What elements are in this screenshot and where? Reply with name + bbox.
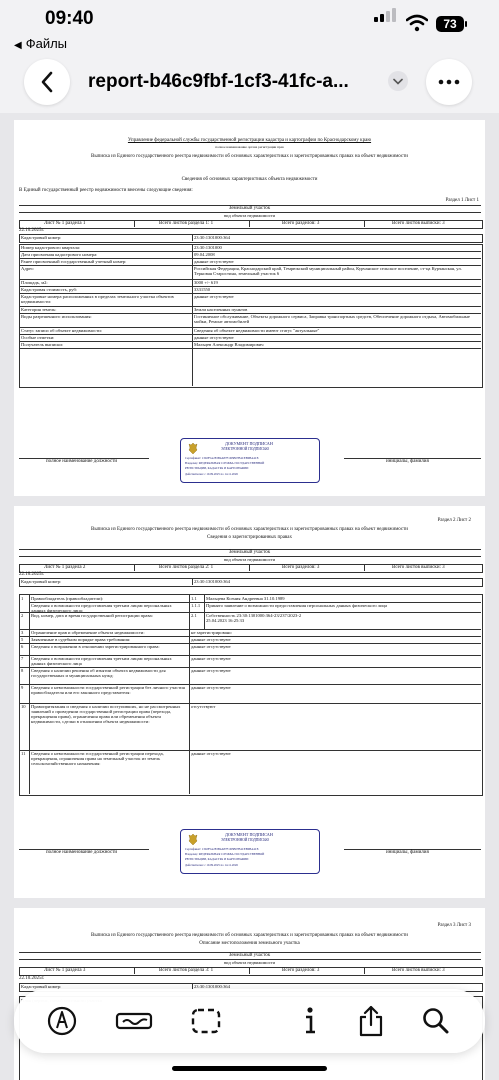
pdf-page-2 xyxy=(14,506,485,898)
cadastral-value: 23:30:1301000:364 xyxy=(194,579,230,584)
signature-position-label: полное наименование должности xyxy=(46,850,118,855)
electronic-signature-stamp xyxy=(180,438,320,483)
p1-row-label: Номер кадастрового квартала: xyxy=(21,245,81,250)
p2-row-number: 9 xyxy=(21,685,24,690)
coat-of-arms-icon xyxy=(188,442,198,455)
p1-row-label: Статус записи об объекте недвижимости: xyxy=(21,328,102,333)
section-title: Сведения о зарегистрированных правах xyxy=(207,535,292,540)
p2-row-value: данные отсутствуют xyxy=(191,637,231,642)
p2-row-label: Сведения о возможности предоставления третьим лицам персональных данных физического лица xyxy=(31,656,172,666)
object-type-sub: вид объекта недвижимости xyxy=(224,960,275,965)
title-menu-button[interactable] xyxy=(388,71,408,91)
extract-date: 22.10.2025г. xyxy=(19,228,45,233)
stamp-subtitle: ЭЛЕКТРОННОЙ ПОДПИСЬЮ xyxy=(221,838,270,842)
highlight-icon xyxy=(115,1008,153,1034)
battery-icon: 73 xyxy=(436,16,464,32)
p2-row-value: данные отсутствуют xyxy=(191,656,231,661)
extract-title: Выписка из Единого государственного реестра недвижимости об основных характеристиках и зарегистрированных правах на объект недвижимости xyxy=(90,154,408,159)
p1-row-label: Особые отметки: xyxy=(21,335,55,340)
p1-row-value: Земли населенных пунктов xyxy=(194,307,248,312)
wifi-icon xyxy=(406,14,428,32)
section-ref: Раздел 1 Лист 1 xyxy=(445,198,479,203)
p1-row-value: данные отсутствуют xyxy=(194,294,234,299)
stamp-line: Владелец: ФЕДЕРАЛЬНАЯ СЛУЖБА ГОСУДАРСТВЕННОЙ xyxy=(185,852,265,856)
sheets-total: Всего листов выписки: 3 xyxy=(392,565,445,570)
p2-row-value: Собственность 23:30:1301000:364-23/237/2023-2 25.04.2023 16:25:33 xyxy=(206,613,302,623)
highlight-button[interactable] xyxy=(112,999,156,1043)
p1-row-value: 3000 +/- 619 xyxy=(194,280,218,285)
stamp-line: Действителен: с 10.09.2025 по 14.11.2026 xyxy=(185,472,238,476)
p1-row-label: Виды разрешенного использования: xyxy=(21,314,92,319)
markup-button[interactable] xyxy=(40,999,84,1043)
stamp-title: ДОКУМЕНТ ПОДПИСАН xyxy=(225,441,273,446)
p1-row-label: Категория земель: xyxy=(21,307,57,312)
markup-icon xyxy=(47,1006,77,1036)
p2-row-sub: 2.1 xyxy=(191,613,197,618)
section-ref: Раздел 3 Лист 3 xyxy=(437,923,471,928)
p2-row-label: Сведения о наличии решения об изъятии объекта недвижимости для государственных и муниципальных нужд: xyxy=(31,668,166,678)
p1-row-value: данные отсутствуют xyxy=(194,259,234,264)
share-icon xyxy=(358,1005,384,1037)
info-button[interactable] xyxy=(288,999,332,1043)
more-icon xyxy=(438,79,460,85)
p1-row-label: Площадь, м2: xyxy=(21,280,48,285)
extract-title: Выписка из Единого государственного реестра недвижимости об основных характеристиках и зарегистрированных правах на объект недвижимости xyxy=(90,527,408,532)
selection-button[interactable] xyxy=(184,999,228,1043)
stamp-line: Сертификат: 1302F5A2F2B4A87F1D5B07B4CEB0BA4C8 xyxy=(185,456,259,460)
pdf-viewer[interactable] xyxy=(0,113,499,1080)
p2-row-number: 8 xyxy=(21,668,24,673)
p1-row-value: 23:30:1301000:364 xyxy=(194,235,230,240)
back-button[interactable] xyxy=(24,59,70,105)
extract-date: 22.10.2025г. xyxy=(19,572,45,577)
bottom-toolbar xyxy=(14,989,485,1053)
p2-row-number: 3 xyxy=(21,630,24,635)
p2-row-number: 5 xyxy=(21,637,24,642)
p2-row-value: не зарегистрировано xyxy=(191,630,232,635)
p2-row-label: Вид, номер, дата и время государственной регистрации права: xyxy=(31,613,153,618)
sheets-total: Всего листов выписки: 3 xyxy=(392,968,445,973)
chevron-left-icon xyxy=(40,71,54,93)
status-time: 09:40 xyxy=(45,8,94,29)
sheets-in-section: Всего листов раздела 3: 1 xyxy=(159,968,214,973)
p1-row-value: Российская Федерация, Краснодарский край, Темрюкский муниципальный район, Курчанское сельское поселение, ст-ца Курчанская, ул. Терновая Старостина, земельный участок 6 xyxy=(194,266,462,276)
p2-row-label: Сведения о возможности предоставления третьим лицам персональных данных физического лица: xyxy=(31,603,172,613)
battery-cap xyxy=(465,21,467,27)
sheets-in-section: Всего листов раздела 1: 1 xyxy=(159,221,214,226)
more-button[interactable] xyxy=(426,59,472,105)
cadastral-value: 23:30:1301000:364 xyxy=(194,984,230,989)
p2-row-label: Заявленные в судебном порядке права требования: xyxy=(31,637,131,642)
sections-total: Всего разделов: 3 xyxy=(282,221,320,226)
stamp-line: Действителен: с 10.09.2025 по 14.11.2026 xyxy=(185,863,238,867)
p2-row-number: 7 xyxy=(21,656,24,661)
extract-title: Выписка из Единого государственного реестра недвижимости об основных характеристиках и зарегистрированных правах на объект недвижимости xyxy=(90,933,408,938)
back-to-app-link[interactable] xyxy=(14,36,67,51)
selection-icon xyxy=(190,1007,222,1035)
share-button[interactable] xyxy=(349,999,393,1043)
signature-name-label: инициалы, фамилия xyxy=(386,850,429,855)
signature-position-label: полное наименование должности xyxy=(46,459,118,464)
section-ref: Раздел 2 Лист 2 xyxy=(437,518,471,523)
p2-row-value: данные отсутствуют xyxy=(191,644,231,649)
p2-row-sub: 1.1 xyxy=(191,596,197,601)
home-indicator[interactable] xyxy=(172,1066,327,1071)
chevron-down-icon xyxy=(393,78,403,85)
p1-row-label: Кадастровые номера расположенных в пределах земельного участка объектов недвижимости: xyxy=(21,294,174,304)
p1-row-value: 3331550 xyxy=(194,287,211,292)
sections-total: Всего разделов: 3 xyxy=(282,968,320,973)
info-icon xyxy=(303,1006,317,1036)
object-type-sub: вид объекта недвижимости xyxy=(224,557,275,562)
p2-row-value: Мальцева Ксения Андреевна 31.10.1989 xyxy=(206,596,285,601)
cadastral-label: Кадастровый номер: xyxy=(21,579,62,584)
stamp-line: Владелец: ФЕДЕРАЛЬНАЯ СЛУЖБА ГОСУДАРСТВЕННОЙ xyxy=(185,461,265,465)
p1-row-label: Ранее присвоенный государственный учетный номер: xyxy=(21,259,127,264)
object-type: Земельный участок xyxy=(228,953,271,958)
p1-row-value: 09.04.2008 xyxy=(194,252,215,257)
section-title: Сведения об основных характеристиках объекта недвижимости xyxy=(181,177,318,182)
stamp-line: РЕГИСТРАЦИИ, КАДАСТРА И КАРТОГРАФИИ xyxy=(185,857,249,861)
sheets-total: Всего листов выписки: 3 xyxy=(392,221,445,226)
p2-row-sub: 1.1.1 xyxy=(191,603,201,608)
coat-of-arms-icon xyxy=(188,833,198,846)
back-app-label: Файлы xyxy=(25,36,68,51)
agency-name: Управление федеральной службы государственной регистрации кадастра и картографии по Краснодарскому краю xyxy=(127,138,372,143)
navigation-bar xyxy=(0,56,499,108)
object-type: Земельный участок xyxy=(228,550,271,555)
p2-row-number: 2 xyxy=(21,613,24,618)
section-title: Описание местоположения земельного участка xyxy=(199,941,300,946)
signature-name-label: инициалы, фамилия xyxy=(386,459,429,464)
sheets-in-section: Всего листов раздела 2: 1 xyxy=(159,565,214,570)
status-bar xyxy=(0,0,499,36)
p2-row-value: данные отсутствуют xyxy=(191,751,231,756)
sections-total: Всего разделов: 3 xyxy=(282,565,320,570)
extract-date: 22.10.2025г. xyxy=(19,976,45,981)
p1-row-label: Дата присвоения кадастрового номера: xyxy=(21,252,98,257)
electronic-signature-stamp xyxy=(180,829,320,874)
p2-row-value: данные отсутствуют xyxy=(191,668,231,673)
p1-row-value: Гостиничное обслуживание, Объекты дорожного сервиса, Заправка транспортных средств, Обеспечение дорожного отдыха, Автомобильные мойки, Ремонт автомобилей xyxy=(194,314,470,324)
stamp-subtitle: ЭЛЕКТРОННОЙ ПОДПИСЬЮ xyxy=(221,447,270,451)
stamp-line: Сертификат: 1302F5A2F2B4A87F1D5B07B4CEB0BA4C8 xyxy=(185,847,259,851)
p1-row-label: Кадастровая стоимость, руб: xyxy=(21,287,78,292)
p1-row-value: Сведения об объекте недвижимости имеют статус "актуальные" xyxy=(194,328,320,333)
agency-subtitle: полное наименование органа регистрации прав xyxy=(215,145,284,149)
p2-row-label: Сведения о невозможности государственной регистрации перехода, прекращения, ограничения права на земельный участок из земель сельскохозяйственного назначения: xyxy=(31,751,164,766)
p2-row-value: данные отсутствуют xyxy=(191,685,231,690)
p2-row-number: 1 xyxy=(21,596,24,601)
p1-row-value: 23:30:1301000 xyxy=(194,245,222,250)
p1-row-value: Мальцев Александр Владимирович xyxy=(194,342,264,347)
p2-row-label: Ограничение прав и обременение объекта недвижимости: xyxy=(31,630,145,635)
p1-row-label: Получатель выписки: xyxy=(21,342,64,347)
pdf-page-1 xyxy=(14,120,485,496)
p2-row-label: Сведения о возражении в отношении зарегистрированного права: xyxy=(31,644,160,649)
stamp-line: РЕГИСТРАЦИИ, КАДАСТРА И КАРТОГРАФИИ xyxy=(185,466,249,470)
p2-row-label: Правопритязания и сведения о наличии поступивших, но не рассмотренных заявлений о проведении государственной регистрации права (перехода, прекращения права), ограничения права или обременения объекта недвижимости, сделки в отношении объекта недвижимости: xyxy=(31,704,181,724)
back-triangle-icon: ◀ xyxy=(14,40,22,51)
sheet-number: Лист № 1 раздела 2 xyxy=(44,565,86,570)
cadastral-label: Кадастровый номер: xyxy=(21,984,62,989)
object-type: Земельный участок xyxy=(228,206,271,211)
search-icon xyxy=(422,1007,450,1035)
intro-text: В Единый государственный реестр недвижимости внесены следующие сведения: xyxy=(19,188,193,193)
p2-row-number: 6 xyxy=(21,644,24,649)
p2-row-label: Сведения о невозможности государственной регистрации без личного участия правообладателя или его законного представителя: xyxy=(31,685,185,695)
sheet-number: Лист № 1 раздела 1 xyxy=(44,221,86,226)
search-button[interactable] xyxy=(414,999,458,1043)
p2-row-value: отсутствуют xyxy=(191,704,216,709)
object-type-sub: вид объекта недвижимости xyxy=(224,213,275,218)
p2-row-label: Правообладатель (правообладатели): xyxy=(31,596,104,601)
p2-row-value: Принято заявление о возможности предоставления персональных данных физического лица xyxy=(206,603,388,608)
p2-row-number: 11 xyxy=(21,751,26,756)
stamp-title: ДОКУМЕНТ ПОДПИСАН xyxy=(225,832,273,837)
sheet-number: Лист № 1 раздела 3 xyxy=(44,968,86,973)
document-title[interactable]: report-b46c9fbf-1cf3-41fc-a... xyxy=(88,71,349,92)
p1-row-label: Адрес: xyxy=(21,266,35,271)
p1-row-value: данные отсутствуют xyxy=(194,335,234,340)
p2-row-number: 10 xyxy=(21,704,26,709)
p1-row-label: Кадастровый номер: xyxy=(21,235,62,240)
